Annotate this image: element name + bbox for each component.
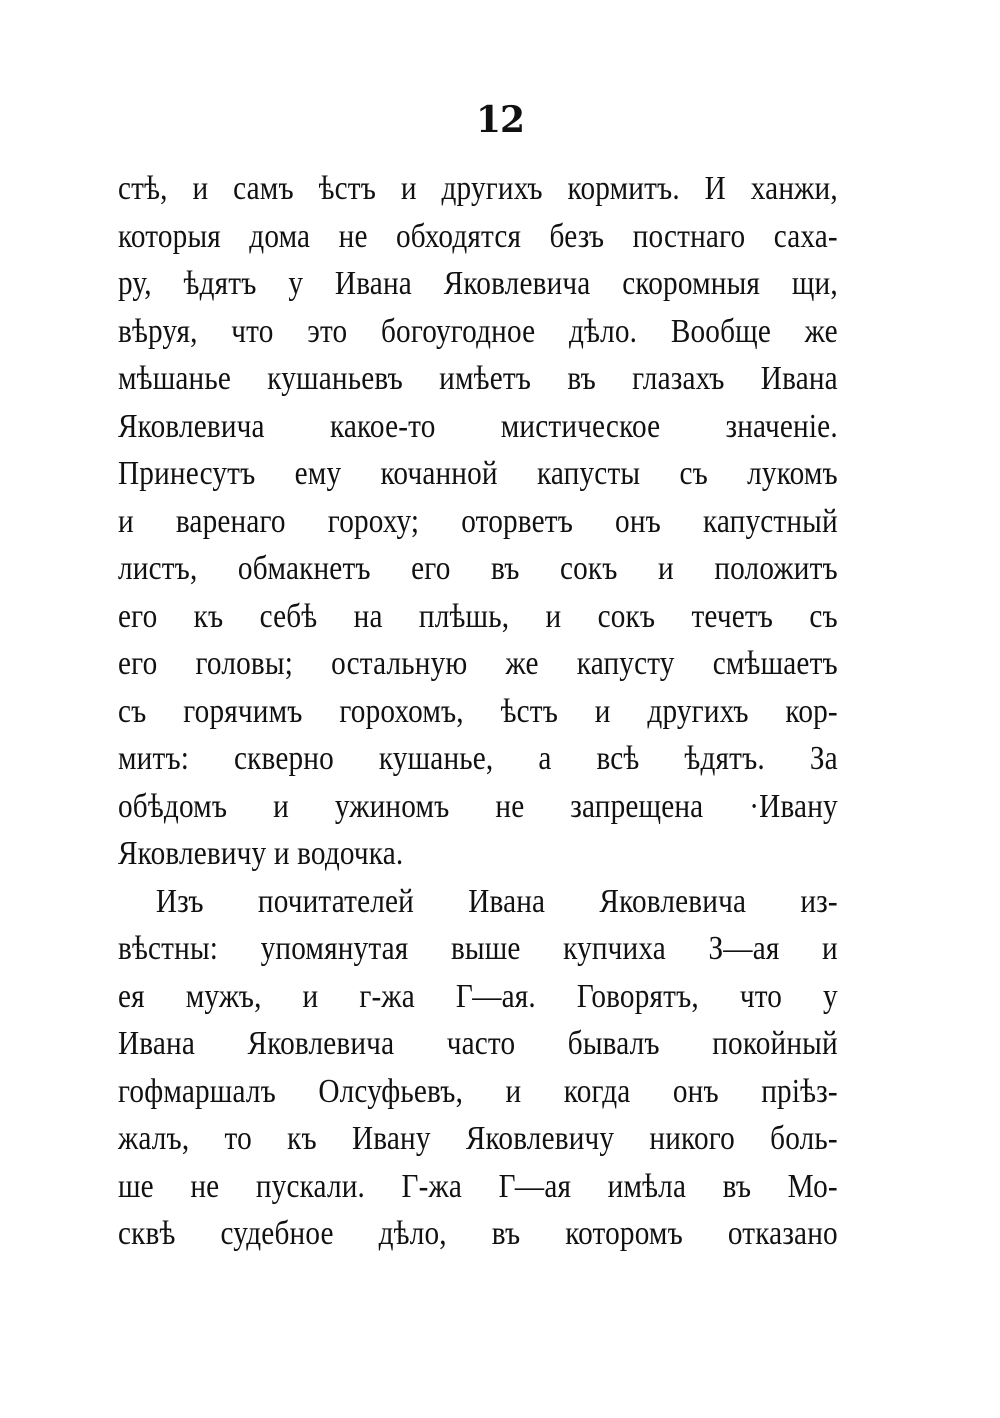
text-line: ея мужъ, и г-жа Г—ая. Говорятъ, что у — [118, 977, 838, 1015]
text-line: его къ себѣ на плѣшь, и сокъ течетъ съ — [118, 597, 838, 635]
text-line: Принесутъ ему кочанной капусты съ лукомъ — [118, 455, 838, 492]
text-line: Яковлевича какое-то мистическое значенiе. — [118, 407, 838, 445]
text-line: гофмаршалъ Олсуфьевъ, и когда онъ прiѣз- — [118, 1072, 838, 1110]
text-line: сквѣ судебное дѣло, въ которомъ отказано — [118, 1215, 838, 1252]
paragraph-2 — [118, 878, 838, 1258]
text-line: листъ, обмакнетъ его въ сокъ и положитъ — [118, 550, 838, 587]
text-line: обѣдомъ и ужиномъ не запрещена ·Ивану — [118, 787, 838, 825]
text-line: Яковлевичу и водочка. — [118, 835, 404, 872]
text-line: ше не пускали. Г-жа Г—ая имѣла въ Мо- — [118, 1167, 838, 1205]
body-text — [118, 165, 838, 1258]
text-line: жалъ, то къ Ивану Яковлевичу никого боль- — [118, 1120, 838, 1157]
text-line: которыя дома не обходятся безъ постнаго саха- — [118, 217, 838, 255]
text-line: митъ: скверно кушанье, а всѣ ѣдятъ. За — [118, 740, 838, 777]
text-line: стѣ, и самъ ѣстъ и другихъ кормитъ. И ханжи, — [118, 170, 838, 207]
text-line: ру, ѣдятъ у Ивана Яковлевича скоромныя щи, — [118, 265, 838, 302]
text-line: Изъ почитателей Ивана Яковлевича из- — [155, 882, 838, 920]
text-line: вѣруя, что это богоугодное дѣло. Вообще же — [118, 312, 838, 350]
paragraph-1 — [118, 165, 838, 878]
text-line: съ горячимъ горохомъ, ѣстъ и другихъ кор- — [118, 692, 838, 730]
text-line: вѣстны: упомянутая выше купчиха З—ая и — [118, 930, 838, 967]
text-line: и варенаго гороху; оторветъ онъ капустный — [118, 502, 838, 540]
text-line: Ивана Яковлевича часто бывалъ покойный — [118, 1025, 838, 1062]
text-line: мѣшанье кушаньевъ имѣетъ въ глазахъ Ивана — [118, 360, 838, 397]
page-number: 12 — [475, 99, 525, 141]
text-line: его головы; остальную же капусту смѣшаетъ — [118, 645, 838, 682]
